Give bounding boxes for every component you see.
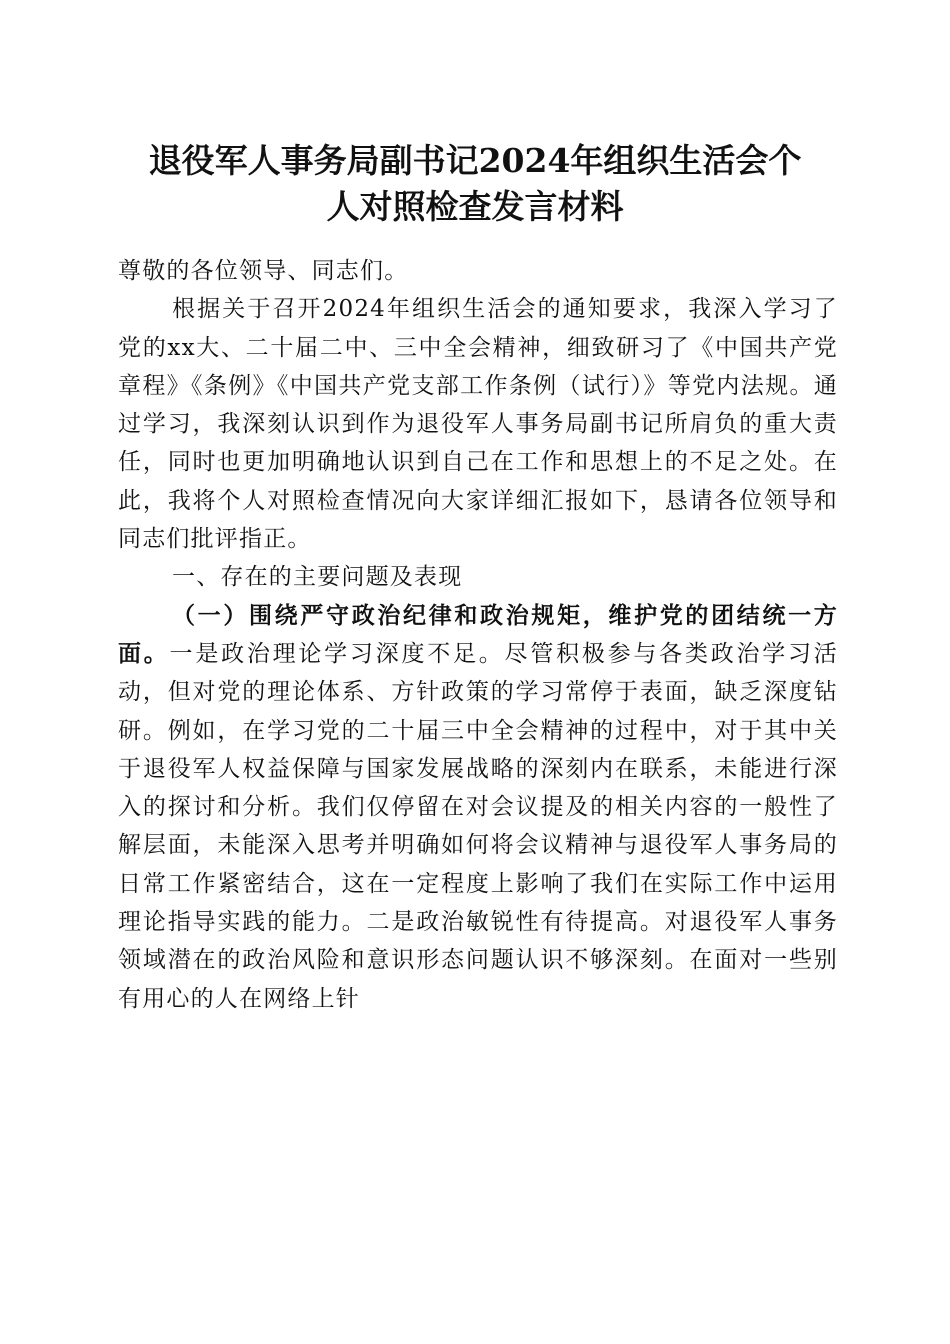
document-title-line-1: 退役军人事务局副书记2024年组织生活会个 — [148, 141, 802, 180]
subsection-paragraph — [118, 597, 838, 1018]
section-heading: 一、存在的主要问题及表现 — [172, 564, 463, 591]
document-body — [118, 252, 838, 1018]
document-title-line-2: 人对照检查发言材料 — [326, 187, 624, 226]
document-title — [110, 138, 840, 230]
subsection-lead: （一）围绕严守政治纪律和政治规矩，维护党的团结统一方面。 — [118, 601, 838, 667]
subsection-body: 一是政治理论学习深度不足。尽管积极参与各类政治学习活动，但对党的理论体系、方针政策的学习常停于表面，缺乏深度钻研。例如，在学习党的二十届三中全会精神的过程中，对于其中关于退役军人权益保障与国家发展战略的深刻内在联系，未能进行深入的探讨和分析。我们仅停留在对会议提及的相关内容的一般性了解层面，未能深入思考并明确如何将会议精神与退役军人事务局的日常工作紧密结合，这在一定程度上影响了我们在实际工作中运用理论指导实践的能力。二是政治敏锐性有待提高。对退役军人事务领域潜在的政治风险和意识形态问题认识不够深刻。在面对一些别有用心的人在网络上针 — [118, 640, 838, 1012]
salutation: 尊敬的各位领导、同志们。 — [118, 258, 409, 284]
intro-paragraph: 根据关于召开2024年组织生活会的通知要求，我深入学习了党的xx大、二十届二中、三中全会精神，细致研习了《中国共产党章程》《条例》《中国共产党支部工作条例（试行）》等党内法规。通过学习，我深刻认识到作为退役军人事务局副书记所肩负的重大责任，同时也更加明确地认识到自己在工作和思想上的不足之处。在此，我将个人对照检查情况向大家详细汇报如下，恳请各位领导和同志们批评指正。 — [118, 296, 838, 553]
